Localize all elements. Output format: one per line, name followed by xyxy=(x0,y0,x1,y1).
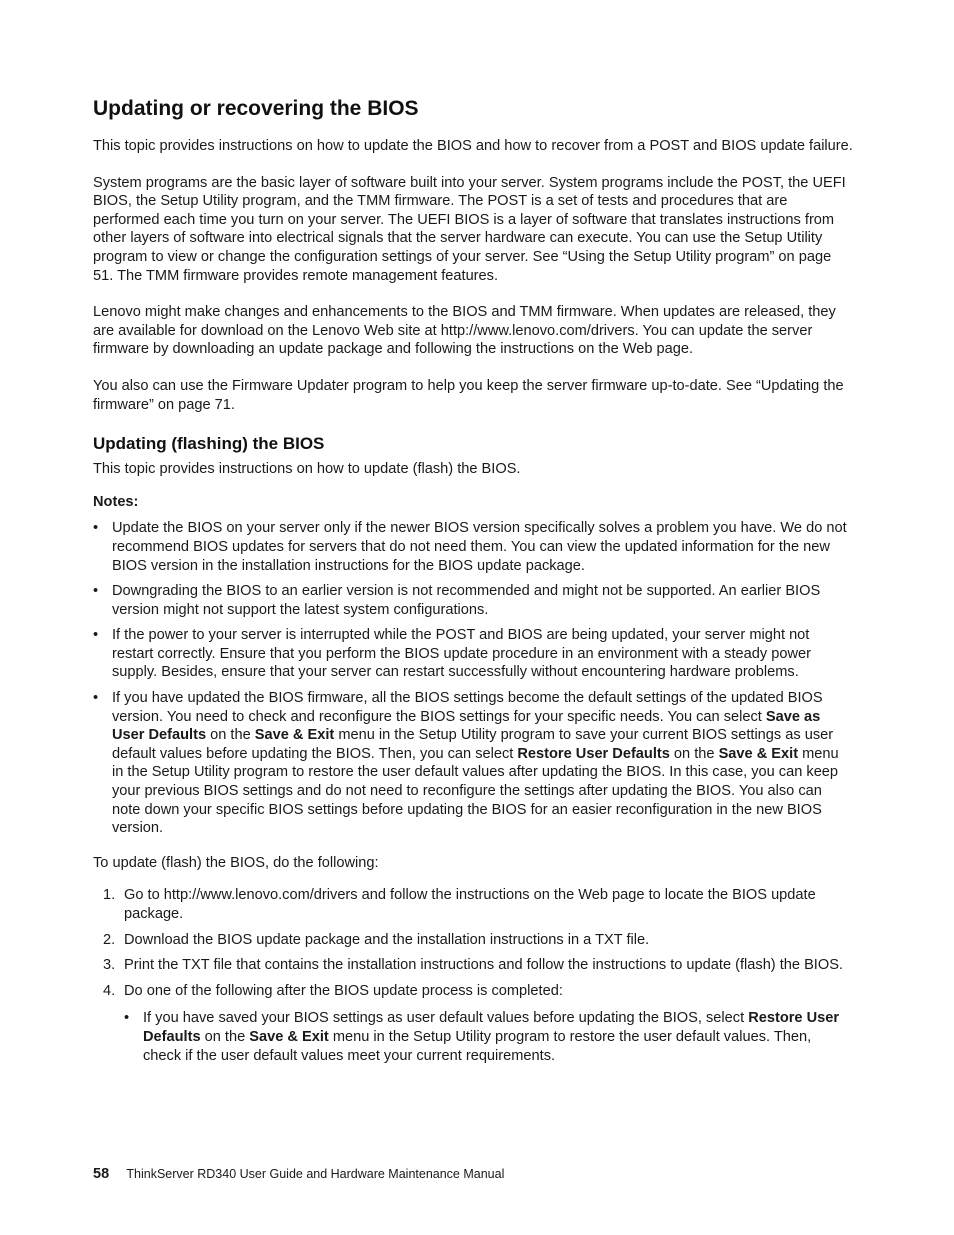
section-intro: This topic provides instructions on how to update (flash) the BIOS. xyxy=(93,461,521,478)
intro-paragraph-3: Lenovo might make changes and enhancements to the BIOS and TMM firmware. When updates are released, they are available for download on the Lenovo Web site at http://www.lenovo.com/drivers. You can update the server firmware by downloading an update package and following the instructions on the Web page. xyxy=(93,304,836,358)
procedure-steps xyxy=(93,886,853,1065)
note-item xyxy=(93,626,853,682)
step-number: 3. xyxy=(103,957,116,974)
step-text: Download the BIOS update package and the installation instructions in a TXT file. xyxy=(124,931,650,948)
note-text-part: menu in the Setup Utility program to save your current BIOS settings as user default values before updating the BIOS. Then, you can select xyxy=(112,727,834,762)
page-number: 58 xyxy=(93,1166,110,1182)
note-text-part: on the xyxy=(206,727,255,744)
substep-text xyxy=(143,1010,839,1063)
note-item xyxy=(93,519,853,575)
substep-item xyxy=(124,1009,853,1065)
step-number: 2. xyxy=(103,931,116,948)
menu-option-restore-user-defaults: Restore User Defaults xyxy=(517,745,670,762)
note-item xyxy=(93,582,853,619)
notes-label: Notes: xyxy=(93,493,139,510)
note-text: Update the BIOS on your server only if the newer BIOS version specifically solves a problem you have. We do not recommend BIOS updates for servers that do not need them. You can view the updated information for the new BIOS version in the installation instructions for the BIOS update package. xyxy=(112,520,847,574)
substep-list xyxy=(124,1009,853,1065)
menu-name-save-exit: Save & Exit xyxy=(718,745,799,762)
document-page xyxy=(93,95,853,1072)
note-text-part: If you have updated the BIOS firmware, all the BIOS settings become the default settings of the updated BIOS version. You need to check and reconfigure the BIOS settings for your specific needs. You can select xyxy=(112,690,823,725)
page-footer xyxy=(93,1166,504,1182)
note-text: Downgrading the BIOS to an earlier version is not recommended and might not be supported. An earlier BIOS version might not support the latest system configurations. xyxy=(112,583,821,618)
intro-paragraph-1: This topic provides instructions on how to update the BIOS and how to recover from a POST and BIOS update failure. xyxy=(93,138,853,154)
bullet-icon: • xyxy=(124,1010,130,1027)
menu-option-restore-user-defaults: Restore User Defaults xyxy=(143,1010,840,1045)
menu-name-save-exit: Save & Exit xyxy=(249,1028,329,1045)
procedure-intro: To update (flash) the BIOS, do the following: xyxy=(93,854,379,871)
menu-option-save-as-user-defaults: Save as User Defaults xyxy=(112,708,821,744)
step-number: 1. xyxy=(103,887,116,904)
procedure-step xyxy=(93,956,853,975)
bullet-icon: • xyxy=(93,583,99,600)
note-text-part: menu in the Setup Utility program to restore the user default values after updating the BIOS. In this case, you can keep your previous BIOS settings and do not need to reconfigure the settings after updating the BIOS. You also can note down your specific BIOS settings before updating the BIOS for an easier reconfiguration in the new BIOS version. xyxy=(112,745,839,837)
procedure-step xyxy=(93,886,853,923)
menu-name-save-exit: Save & Exit xyxy=(254,727,335,744)
step-text: Do one of the following after the BIOS update process is completed: xyxy=(124,982,563,999)
substep-text-part: If you have saved your BIOS settings as user default values before updating the BIOS, select xyxy=(143,1010,749,1027)
bullet-icon: • xyxy=(93,520,99,537)
procedure-step xyxy=(93,982,853,1065)
notes-list xyxy=(93,519,853,838)
step-number: 4. xyxy=(103,982,116,999)
intro-paragraph-4: You also can use the Firmware Updater program to help you keep the server firmware up-to-date. See “Updating the firmware” on page 71. xyxy=(93,377,844,413)
substep-text-part: menu in the Setup Utility program to restore the user default values. Then, check if the user default values meet your current requirements. xyxy=(143,1028,812,1064)
procedure-step xyxy=(93,931,853,950)
note-text xyxy=(112,690,839,836)
step-text: Print the TXT file that contains the installation instructions and follow the instructions to update (flash) the BIOS. xyxy=(124,957,843,974)
step-text: Go to http://www.lenovo.com/drivers and follow the instructions on the Web page to locate the BIOS update package. xyxy=(124,887,816,922)
note-text: If the power to your server is interrupted while the POST and BIOS are being updated, your server might not restart correctly. Ensure that you perform the BIOS update procedure in an environment with a steady power supply. Besides, ensure that your server can restart successfully without encountering hardware problems. xyxy=(112,627,811,681)
intro-paragraph-2: System programs are the basic layer of software built into your server. System programs include the POST, the UEFI BIOS, the Setup Utility program, and the TMM firmware. The POST is a set of tests and procedures that are performed each time you turn on your server. The UEFI BIOS is a layer of software that translates instructions from other layers of software into electrical signals that the server hardware can execute. You can use the Setup Utility program to view or change the configuration settings of your server. See “Using the Setup Utility program” on page 51. The TMM firmware provides remote management features. xyxy=(93,174,846,284)
page-title: Updating or recovering the BIOS xyxy=(93,97,419,120)
substep-text-part: on the xyxy=(200,1028,250,1045)
bullet-icon: • xyxy=(93,690,99,707)
section-heading: Updating (flashing) the BIOS xyxy=(93,434,325,454)
manual-title: ThinkServer RD340 User Guide and Hardware Maintenance Manual xyxy=(126,1167,505,1181)
note-item xyxy=(93,689,853,838)
bullet-icon: • xyxy=(93,627,99,644)
note-text-part: on the xyxy=(669,745,719,762)
